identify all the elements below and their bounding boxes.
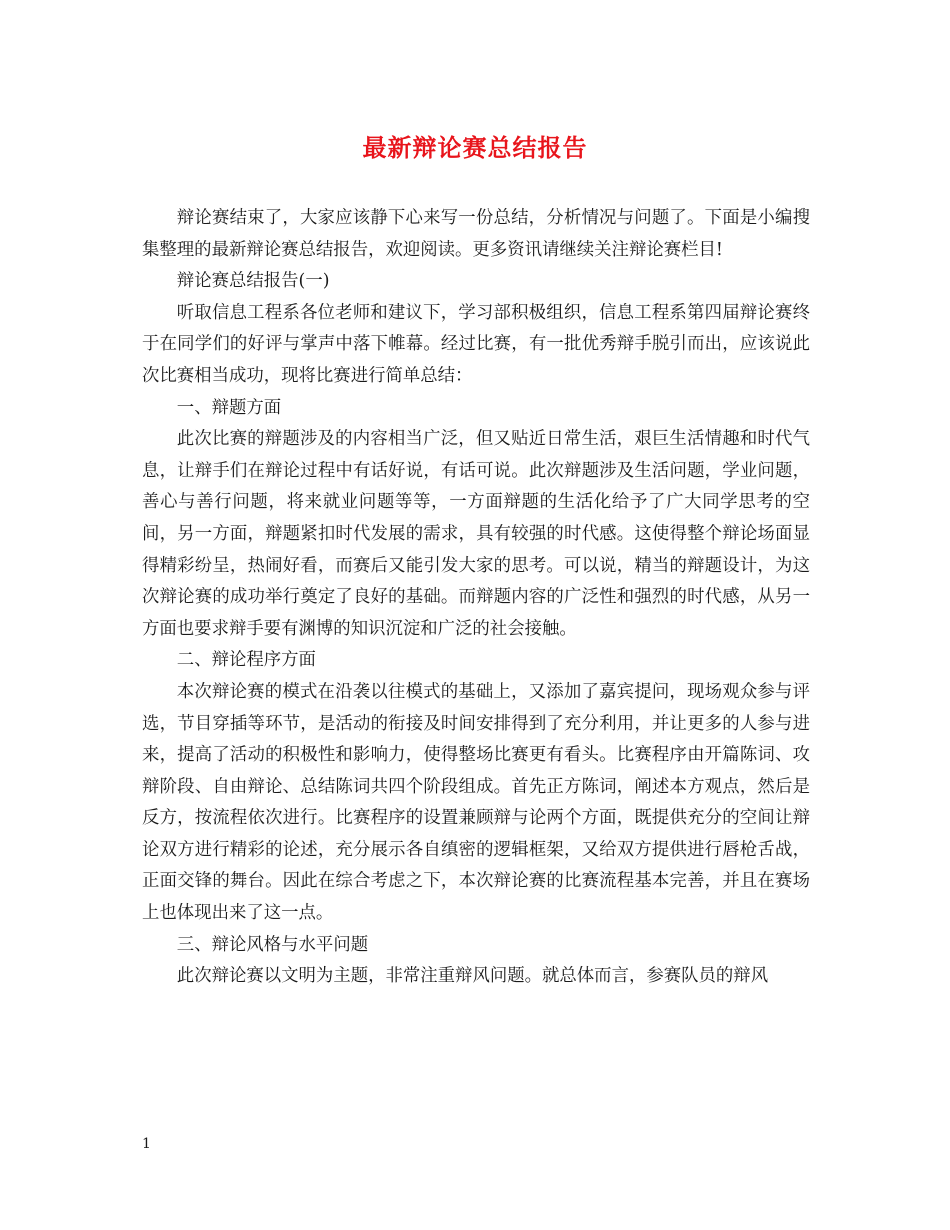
section-heading-report-one: 辩论赛总结报告(一) (176, 271, 330, 292)
paragraph-topics: 此次比赛的辩题涉及的内容相当广泛，但又贴近日常生活，艰巨生活情趣和时代气息，让辩手们在辩论过程中有话好说，有话可说。此次辩题涉及生活问题，学业问题，善心与善行问题，将来就业问题等等，一方面辩题的生活化给予了广大同学思考的空间，另一方面，辩题紧扣时代发展的需求，具有较强的时代感。这使得整个辩论场面显得精彩纷呈，热闹好看，而赛后又能引发大家的思考。可以说，精当的辩题设计，为这次辩论赛的成功举行奠定了良好的基础。而辩题内容的广泛性和强烈的时代感，从另一方面也要求辩手要有渊博的知识沉淀和广泛的社会接触。 (142, 429, 810, 639)
section-heading-topics: 一、辩题方面 (176, 397, 282, 418)
section-heading-procedure: 二、辩论程序方面 (176, 650, 316, 671)
paragraph-overview: 听取信息工程系各位老师和建议下，学习部积极组织，信息工程系第四届辩论赛终于在同学们的好评与掌声中落下帷幕。经过比赛，有一批优秀辩手脱引而出，应该说此次比赛相当成功，现将比赛进行简单总结： (142, 302, 810, 386)
section-heading-style: 三、辩论风格与水平问题 (176, 934, 369, 955)
paragraph-procedure: 本次辩论赛的模式在沿袭以往模式的基础上，又添加了嘉宾提问，现场观众参与评选，节目穿插等环节，是活动的衔接及时间安排得到了充分利用，并让更多的人参与进来，提高了活动的积极性和影响力，使得整场比赛更有看头。比赛程序由开篇陈词、攻辩阶段、自由辩论、总结陈词共四个阶段组成。首先正方陈词，阐述本方观点，然后是反方，按流程依次进行。比赛程序的设置兼顾辩与论两个方面，既提供充分的空间让辩论双方进行精彩的论述，充分展示各自缜密的逻辑框架，又给双方提供进行唇枪舌战，正面交锋的舞台。因此在综合考虑之下，本次辩论赛的比赛流程基本完善，并且在赛场上也体现出来了这一点。 (142, 681, 810, 924)
paragraph-intro: 辩论赛结束了，大家应该静下心来写一份总结，分析情况与问题了。下面是小编搜集整理的最新辩论赛总结报告，欢迎阅读。更多资讯请继续关注辩论赛栏目! (142, 208, 810, 260)
document-body (142, 203, 810, 993)
document-title: 最新辩论赛总结报告 (362, 133, 588, 162)
page-number: 1 (142, 1136, 151, 1152)
paragraph-style: 此次辩论赛以文明为主题，非常注重辩风问题。就总体而言，参赛队员的辩风 (176, 966, 769, 987)
